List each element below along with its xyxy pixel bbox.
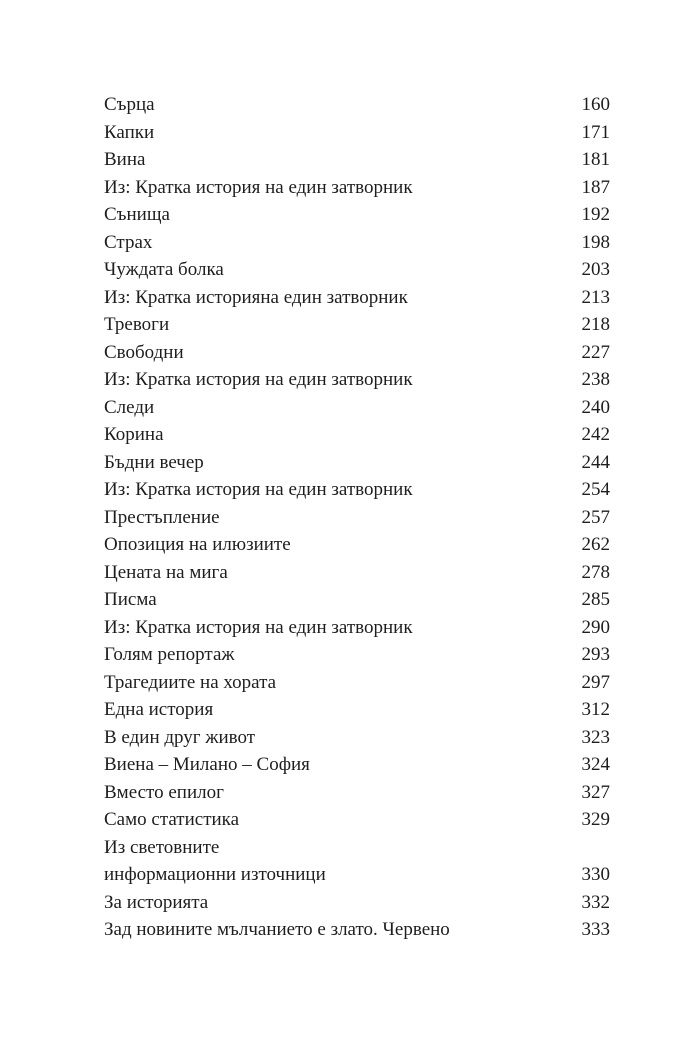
toc-entry-page: 257	[581, 506, 610, 528]
toc-entry	[104, 174, 610, 202]
toc-entry	[104, 779, 610, 807]
toc-entry	[104, 284, 610, 312]
table-of-contents	[104, 91, 610, 944]
toc-entry-page: 312	[581, 699, 610, 720]
toc-entry-page: 238	[581, 369, 610, 390]
toc-entry-title: Сърца	[104, 94, 155, 115]
toc-entry-page: 293	[581, 644, 610, 665]
toc-entry-page: 198	[581, 231, 610, 253]
toc-entry-page: 297	[581, 671, 610, 693]
toc-entry-page: 242	[581, 424, 610, 445]
toc-entry-page: 262	[581, 534, 610, 555]
toc-entry	[104, 256, 610, 284]
toc-entry	[104, 751, 610, 779]
toc-entry-page: 244	[581, 451, 610, 473]
toc-entry-title: Престъпление	[104, 506, 220, 528]
toc-entry	[104, 806, 610, 834]
toc-entry-page: 333	[581, 919, 610, 940]
toc-entry-title: Сънища	[104, 204, 170, 225]
toc-entry-title: В един друг живот	[104, 726, 256, 748]
toc-entry	[104, 916, 610, 944]
toc-entry-title: Голям репортаж	[104, 644, 235, 665]
toc-entry	[104, 889, 610, 917]
toc-entry-page: 323	[581, 726, 610, 748]
toc-entry-title: Една история	[104, 699, 214, 720]
toc-entry-page: 203	[581, 259, 610, 280]
toc-entry-page: 160	[581, 94, 610, 115]
toc-entry-page: 327	[581, 781, 610, 803]
toc-entry-page: 254	[581, 479, 610, 500]
toc-entry-title: Из световните	[104, 836, 220, 858]
toc-entry-title: Тревоги	[104, 314, 170, 335]
toc-entry-title: Опозиция на илюзиите	[104, 534, 291, 555]
toc-entry-title: Следи	[104, 396, 155, 418]
toc-entry-title: Из: Кратка история на един затворник	[104, 176, 413, 198]
toc-entry-page: 227	[581, 341, 610, 363]
toc-entry-title: Само статистика	[104, 809, 240, 830]
toc-entry-title: Из: Кратка история на един затворник	[104, 616, 413, 638]
toc-entry-title: Из: Кратка история на един затворник	[104, 479, 413, 500]
toc-entry	[104, 229, 610, 257]
toc-entry	[104, 366, 610, 394]
toc-entry	[104, 119, 610, 147]
toc-entry	[104, 586, 610, 614]
toc-entry	[104, 339, 610, 367]
toc-entry-page: 324	[581, 754, 610, 775]
toc-entry-page: 278	[581, 561, 610, 583]
toc-entry-page: 218	[581, 314, 610, 335]
toc-entry	[104, 311, 610, 339]
toc-entry-page: 332	[581, 891, 610, 913]
toc-entry-title: Вина	[104, 149, 146, 170]
toc-entry	[104, 449, 610, 477]
toc-entry-page: 240	[581, 396, 610, 418]
toc-entry-page: 192	[581, 204, 610, 225]
toc-entry-page: 330	[581, 864, 610, 885]
toc-entry	[104, 201, 610, 229]
toc-entry	[104, 834, 610, 862]
toc-entry-title: За историята	[104, 891, 209, 913]
toc-entry-title: Чуждата болка	[104, 259, 224, 280]
toc-entry-page: 187	[581, 176, 610, 198]
toc-entry-title: Писма	[104, 589, 157, 610]
toc-entry-title: Страх	[104, 231, 153, 253]
toc-entry-title: Зад новините мълчанието е злато. Червено	[104, 919, 450, 940]
toc-entry-page: 285	[581, 589, 610, 610]
toc-entry	[104, 476, 610, 504]
toc-entry-page: 213	[581, 286, 610, 308]
toc-entry-title: Из: Кратка историяна един затворник	[104, 286, 408, 308]
toc-entry-title: Корина	[104, 424, 164, 445]
toc-entry	[104, 669, 610, 697]
toc-entry-title: Цената на мига	[104, 561, 228, 583]
toc-entry	[104, 531, 610, 559]
toc-entry	[104, 91, 610, 119]
toc-entry-title: Трагедиите на хората	[104, 671, 277, 693]
toc-entry-page: 290	[581, 616, 610, 638]
toc-entry-title: Вместо епилог	[104, 781, 224, 803]
toc-entry-page: 171	[581, 121, 610, 143]
toc-entry-title: Из: Кратка история на един затворник	[104, 369, 413, 390]
toc-entry-title: Бъдни вечер	[104, 451, 204, 473]
toc-entry	[104, 696, 610, 724]
toc-entry	[104, 641, 610, 669]
toc-entry-title: информационни източници	[104, 864, 326, 885]
toc-entry	[104, 614, 610, 642]
toc-entry-page: 181	[581, 149, 610, 170]
toc-entry	[104, 861, 610, 889]
toc-entry	[104, 421, 610, 449]
toc-entry-title: Свободни	[104, 341, 184, 363]
toc-entry	[104, 504, 610, 532]
toc-entry	[104, 559, 610, 587]
toc-entry	[104, 724, 610, 752]
toc-entry-title: Виена – Милано – София	[104, 754, 310, 775]
toc-entry	[104, 146, 610, 174]
toc-entry-title: Капки	[104, 121, 155, 143]
toc-entry-page: 329	[581, 809, 610, 830]
toc-entry	[104, 394, 610, 422]
